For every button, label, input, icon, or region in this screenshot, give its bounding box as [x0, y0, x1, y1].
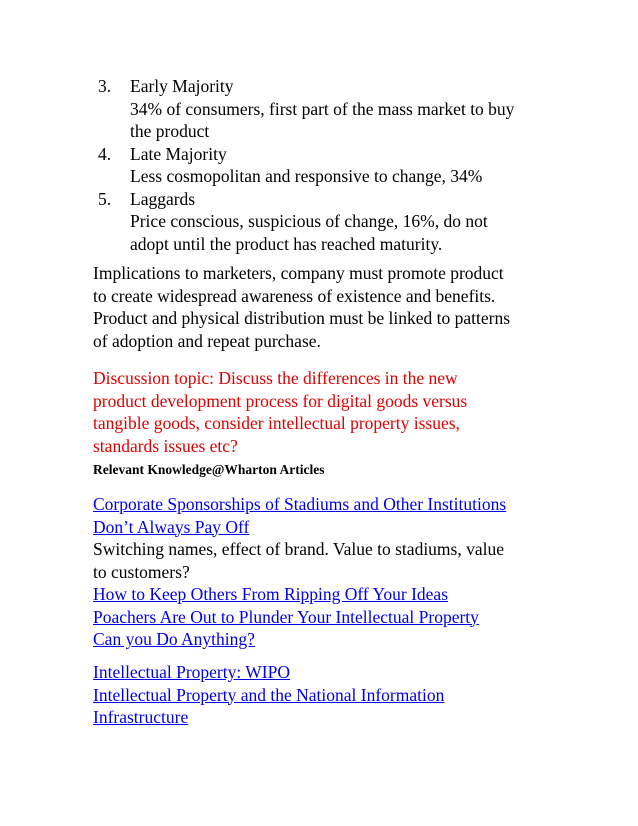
articles-heading: Relevant Knowledge@Wharton Articles	[93, 462, 325, 477]
paragraph-line: Product and physical distribution must be linked to patterns	[93, 308, 511, 328]
list-item-title: Laggards	[130, 188, 196, 209]
link-line[interactable]: Intellectual Property and the National Information	[93, 684, 445, 705]
article-link-poachers[interactable]	[93, 606, 563, 651]
article-note-line: to customers?	[93, 561, 190, 582]
list-item-description-line: 34% of consumers, first part of the mass market to buy	[130, 98, 515, 119]
resource-links	[93, 661, 563, 729]
implications-paragraph	[93, 262, 563, 352]
list-item-title: Early Majority	[130, 76, 234, 96]
paragraph-line: Implications to marketers, company must promote product	[93, 263, 504, 283]
link-line[interactable]: Don’t Always Pay Off	[93, 516, 250, 537]
list-item-description-line: Price conscious, suspicious of change, 16%, do not	[130, 211, 488, 231]
list-item	[98, 75, 580, 143]
article-link-corporate-sponsorships[interactable]	[93, 493, 563, 538]
paragraph-line: standards issues etc?	[93, 435, 238, 456]
article-link-keep-others-from-ripping[interactable]: How to Keep Others From Ripping Off Your Ideas	[93, 584, 448, 604]
discussion-topic	[93, 367, 563, 457]
list-item	[98, 188, 580, 256]
link-line[interactable]: Can you Do Anything?	[93, 629, 255, 649]
adopter-category-list	[98, 75, 580, 255]
list-item-description-line: the product	[130, 121, 210, 141]
list-item-description-line: Less cosmopolitan and responsive to change, 34%	[130, 166, 483, 186]
article-links	[93, 493, 563, 651]
paragraph-line: Discussion topic: Discuss the differences in the new	[93, 368, 458, 388]
list-item-number: 4.	[98, 143, 112, 164]
list-item	[98, 143, 580, 188]
paragraph-line: tangible goods, consider intellectual property issues,	[93, 413, 460, 433]
list-item-number: 5.	[98, 188, 112, 209]
link-line[interactable]: Corporate Sponsorships of Stadiums and Other Institutions	[93, 494, 507, 514]
list-item-number: 3.	[98, 76, 112, 96]
link-line[interactable]: Poachers Are Out to Plunder Your Intellectual Property	[93, 606, 479, 627]
resource-link-wipo[interactable]: Intellectual Property: WIPO	[93, 662, 290, 682]
article-note-line: Switching names, effect of brand. Value to stadiums, value	[93, 539, 504, 559]
resource-link-nii[interactable]	[93, 684, 563, 729]
list-item-title: Late Majority	[130, 143, 227, 164]
link-line[interactable]: Infrastructure	[93, 707, 189, 727]
paragraph-line: to create widespread awareness of existence and benefits.	[93, 285, 496, 306]
list-item-description-line: adopt until the product has reached maturity.	[130, 233, 443, 254]
paragraph-line: product development process for digital goods versus	[93, 390, 468, 411]
paragraph-line: of adoption and repeat purchase.	[93, 330, 321, 351]
